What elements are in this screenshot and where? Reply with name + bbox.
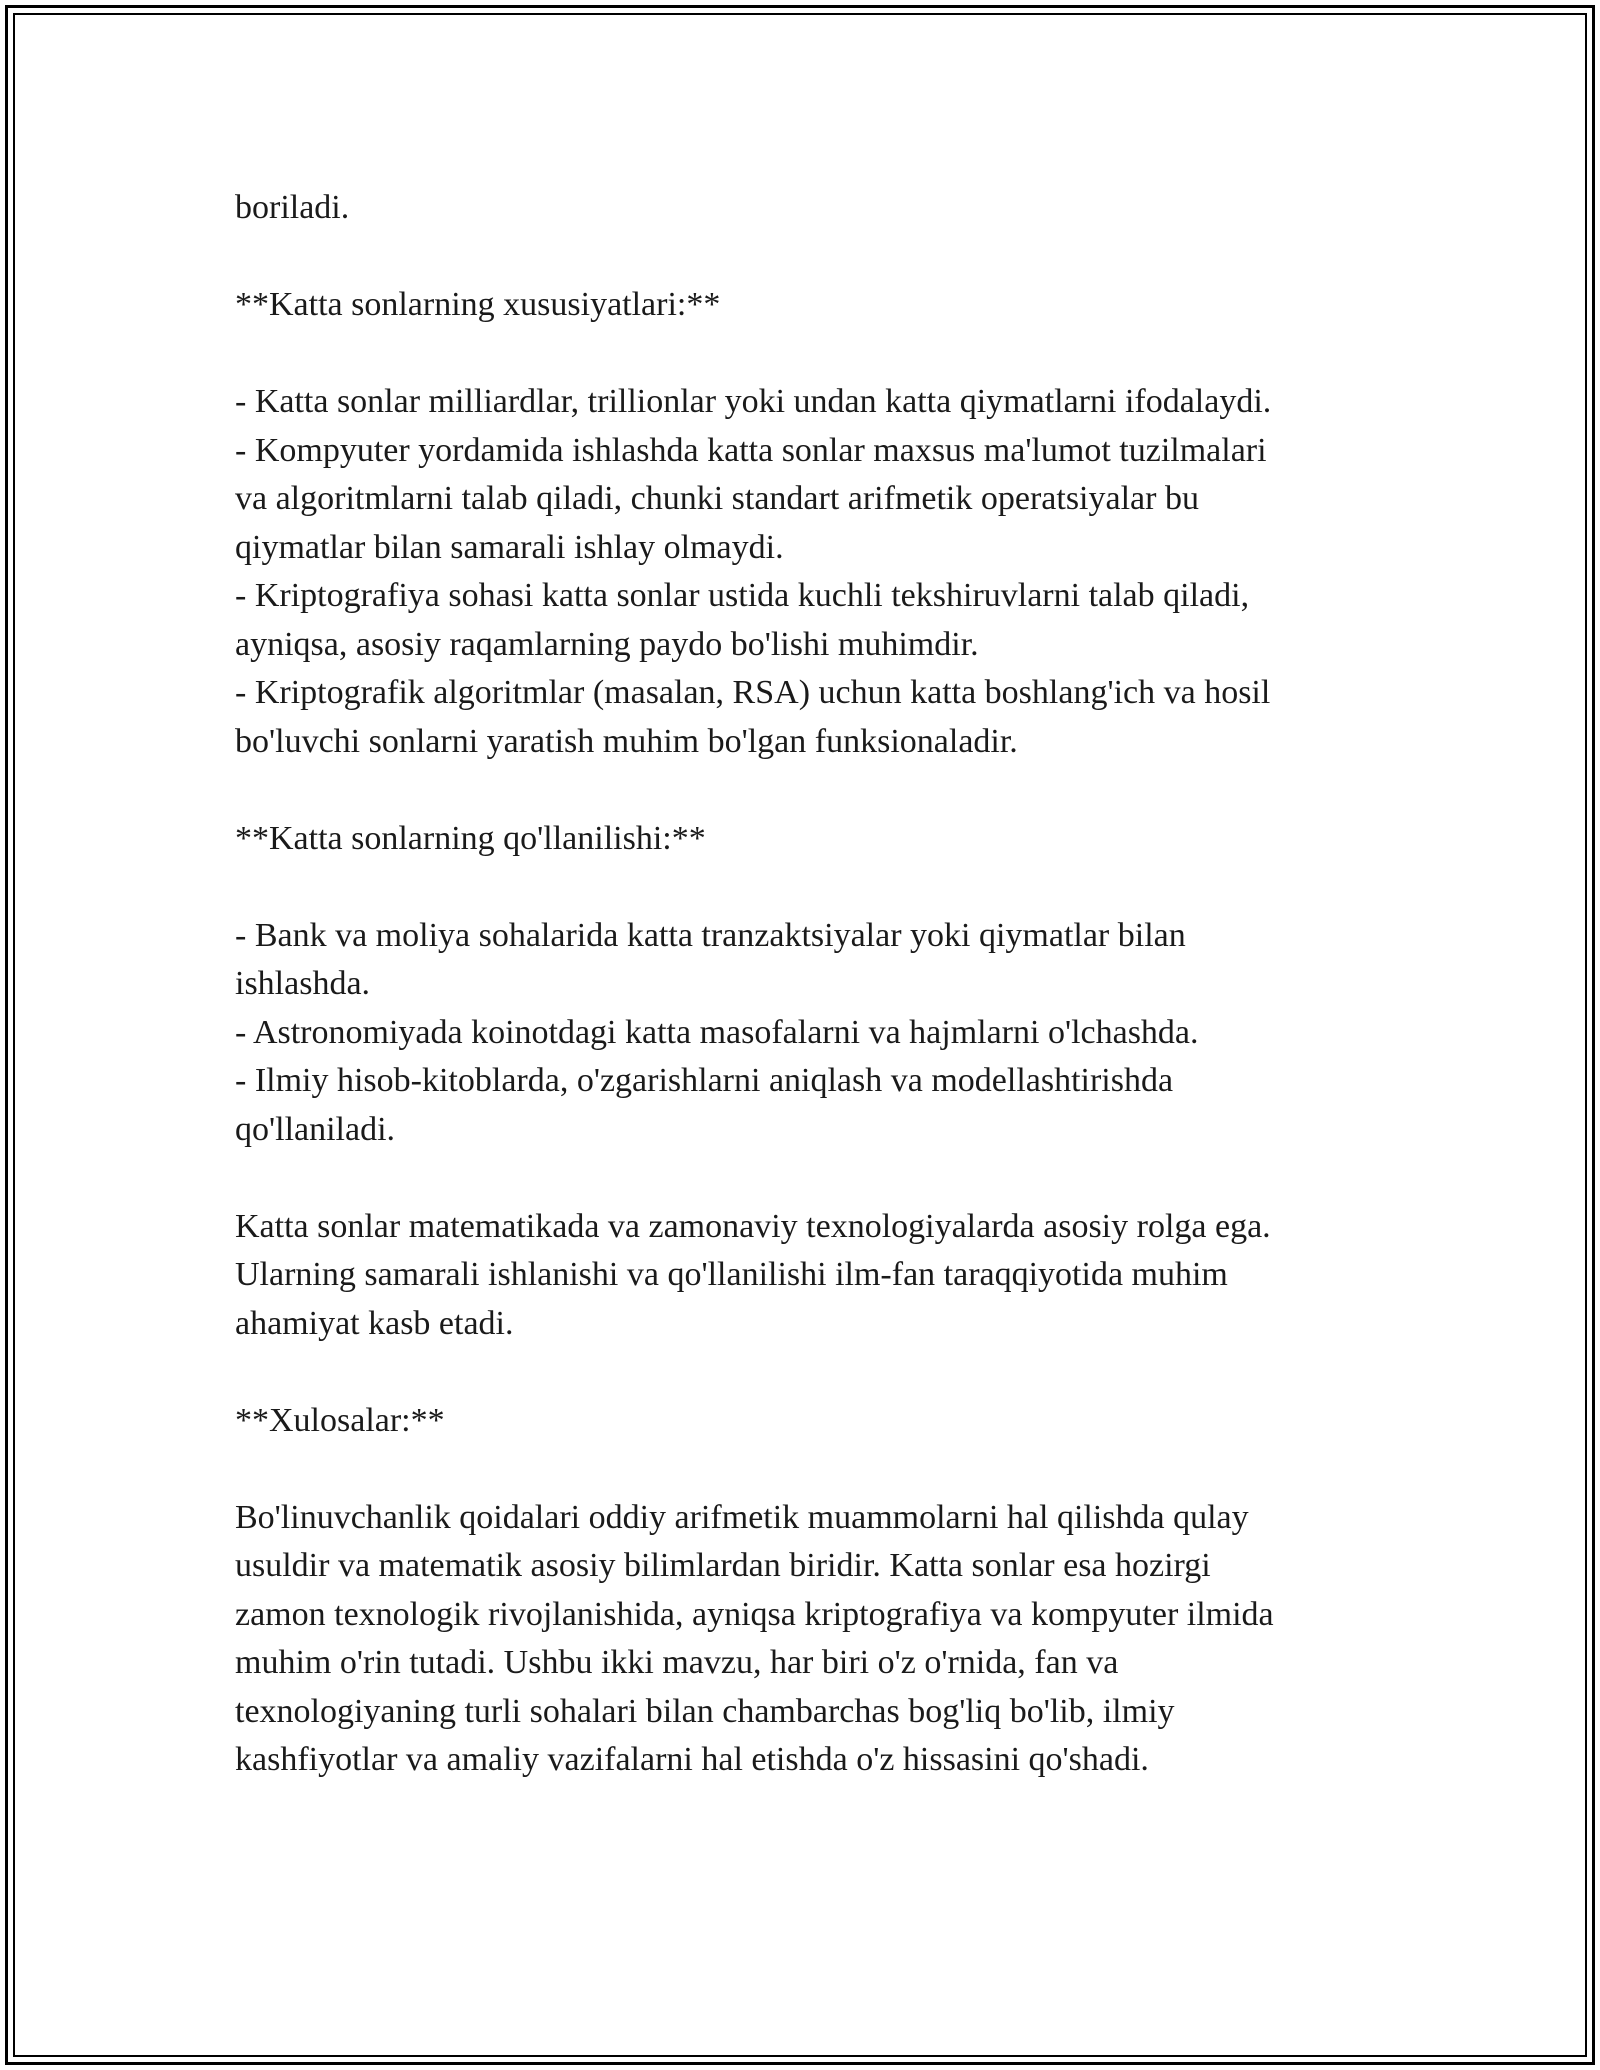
text-line: boriladi. [235, 189, 350, 226]
blank-line [235, 1445, 1365, 1494]
blank-line [235, 766, 1365, 815]
text-line: - Kriptografiya sohasi katta sonlar ustida kuchli tekshiruvlarni talab qiladi, [235, 577, 1250, 614]
text-line: ishlashda. [235, 965, 371, 1002]
text-line: qo'llaniladi. [235, 1110, 396, 1148]
text-line: Bo'linuvchanlik qoidalari oddiy arifmetik muammolarni hal qilishda qulay [235, 1498, 1249, 1536]
text-line: - Astronomiyada koinotdagi katta masofalarni va hajmlarni o'lchashda. [235, 1013, 1199, 1051]
blank-line [235, 863, 1365, 912]
blank-line [235, 1154, 1365, 1203]
text-line: qiymatlar bilan samarali ishlay olmaydi. [235, 528, 784, 566]
text-line: kashfiyotlar va amaliy vazifalarni hal etishda o'z hissasini qo'shadi. [235, 1741, 1149, 1778]
text-line: va algoritmlarni talab qiladi, chunki standart arifmetik operatsiyalar bu [235, 480, 1199, 517]
text-line: zamon texnologik rivojlanishida, ayniqsa kriptografiya va kompyuter ilmida [235, 1595, 1274, 1633]
text-line: - Katta sonlar milliardlar, trillionlar yoki undan katta qiymatlarni ifodalaydi. [235, 383, 1272, 420]
text-line: Katta sonlar matematikada va zamonaviy texnologiyalarda asosiy rolga ega. [235, 1207, 1271, 1245]
text-line: ayniqsa, asosiy raqamlarning paydo bo'lishi muhimdir. [235, 625, 979, 663]
text-line: - Ilmiy hisob-kitoblarda, o'zgarishlarni aniqlash va modellashtirishda [235, 1062, 1174, 1099]
text-line: **Katta sonlarning xususiyatlari:** [235, 286, 721, 323]
text-line: **Xulosalar:** [235, 1401, 445, 1439]
blank-line [235, 233, 1365, 282]
text-line: bo'luvchi sonlarni yaratish muhim bo'lgan funksionaladir. [235, 722, 1018, 760]
text-line: usuldir va matematik asosiy bilimlardan biridir. Katta sonlar esa hozirgi [235, 1547, 1211, 1584]
text-line: Ularning samarali ishlanishi va qo'llanilishi ilm-fan taraqqiyotida muhim [235, 1256, 1228, 1293]
text-line: muhim o'rin tutadi. Ushbu ikki mavzu, har biri o'z o'rnida, fan va [235, 1644, 1119, 1681]
blank-line [235, 330, 1365, 379]
text-line: texnologiyaning turli sohalari bilan chambarchas bog'liq bo'lib, ilmiy [235, 1692, 1175, 1730]
text-line: ahamiyat kasb etadi. [235, 1304, 514, 1342]
text-line: - Kriptografik algoritmlar (masalan, RSA) uchun katta boshlang'ich va hosil [235, 674, 1271, 711]
document-body [235, 184, 1365, 1785]
blank-line [235, 1348, 1365, 1397]
text-line: - Kompyuter yordamida ishlashda katta sonlar maxsus ma'lumot tuzilmalari [235, 431, 1267, 469]
text-line: - Bank va moliya sohalarida katta tranzaktsiyalar yoki qiymatlar bilan [235, 916, 1186, 954]
text-line: **Katta sonlarning qo'llanilishi:** [235, 819, 706, 857]
